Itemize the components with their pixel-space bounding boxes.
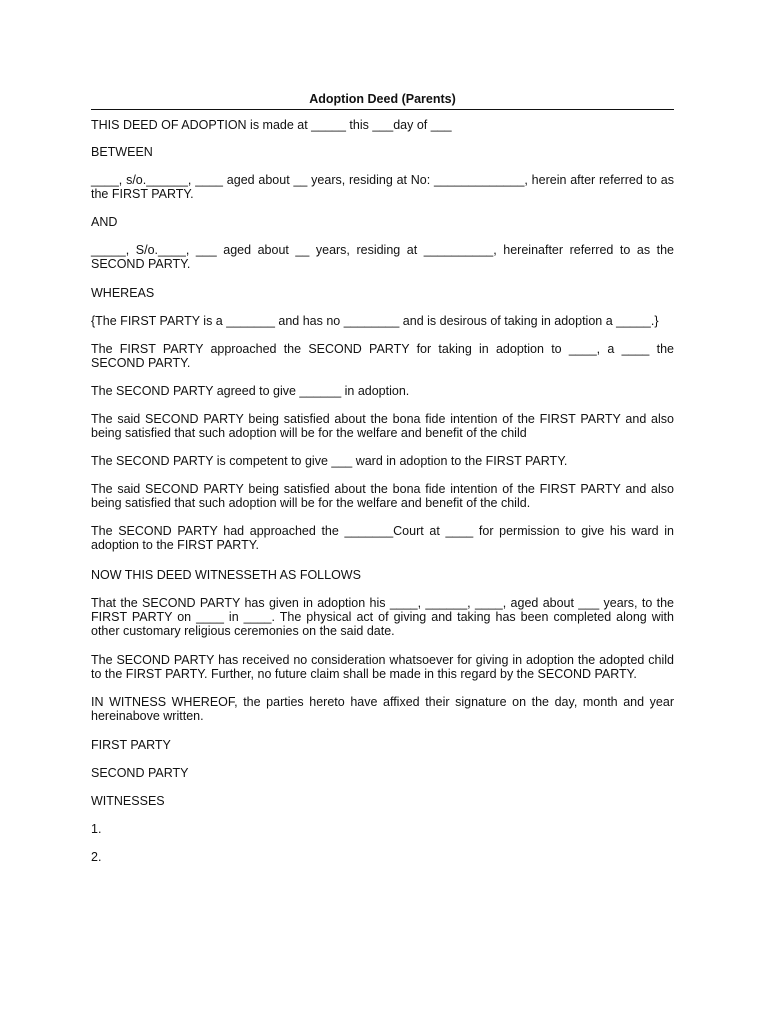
witness-1: 1. [91,822,102,836]
recital-first-party: {The FIRST PARTY is a _______ and has no ________ and is desirous of taking in adoption a _____.} [91,314,659,328]
document-page [91,92,674,864]
clause-no-consideration: The SECOND PARTY has received no consideration whatsoever for giving in adoption the adopted child to the FIRST PARTY. Further, no future claim shall be made in this regard by the SECOND PARTY. [91,653,674,681]
witness-2: 2. [91,850,102,864]
document-title: Adoption Deed (Parents) [309,92,456,106]
whereas-heading: WHEREAS [91,286,155,300]
recital-satisfaction-2: The said SECOND PARTY being satisfied about the bona fide intention of the FIRST PARTY and also being satisfied that such adoption will be for the welfare and benefit of the child. [91,482,674,510]
opening-clause: THIS DEED OF ADOPTION is made at _____ this ___day of ___ [91,118,452,132]
recital-competence: The SECOND PARTY is competent to give ___ ward in adoption to the FIRST PARTY. [91,454,568,468]
recital-satisfaction-1: The said SECOND PARTY being satisfied about the bona fide intention of the FIRST PARTY and also being satisfied that such adoption will be for the welfare and benefit of the child [91,412,674,440]
first-party-signature-label: FIRST PARTY [91,738,171,752]
witnesses-heading: WITNESSES [91,794,165,808]
and-heading: AND [91,215,118,229]
recital-agreement: The SECOND PARTY agreed to give ______ in adoption. [91,384,410,398]
second-party-details: _____, S/o.____, ___ aged about __ years, residing at __________, hereinafter referred to as the SECOND PARTY. [91,243,674,271]
in-witness-clause: IN WITNESS WHEREOF, the parties hereto have affixed their signature on the day, month and year hereinabove written. [91,695,674,723]
recital-court-permission: The SECOND PARTY had approached the _______Court at ____ for permission to give his ward in adoption to the FIRST PARTY. [91,524,674,552]
recital-approach: The FIRST PARTY approached the SECOND PARTY for taking in adoption to ____, a ____ the SECOND PARTY. [91,342,674,370]
second-party-signature-label: SECOND PARTY [91,766,189,780]
title-underline [91,109,674,110]
witnesseth-heading: NOW THIS DEED WITNESSETH AS FOLLOWS [91,568,361,582]
between-heading: BETWEEN [91,145,153,159]
first-party-details: ____, s/o.______, ____ aged about __ years, residing at No: _____________, herein after referred to as the FIRST PARTY. [91,173,674,201]
clause-adoption-given: That the SECOND PARTY has given in adoption his ____, ______, ____, aged about ___ years, to the FIRST PARTY on ____ in ____. The physical act of giving and taking has been completed along with other customary religious ceremonies on the said date. [91,596,674,638]
